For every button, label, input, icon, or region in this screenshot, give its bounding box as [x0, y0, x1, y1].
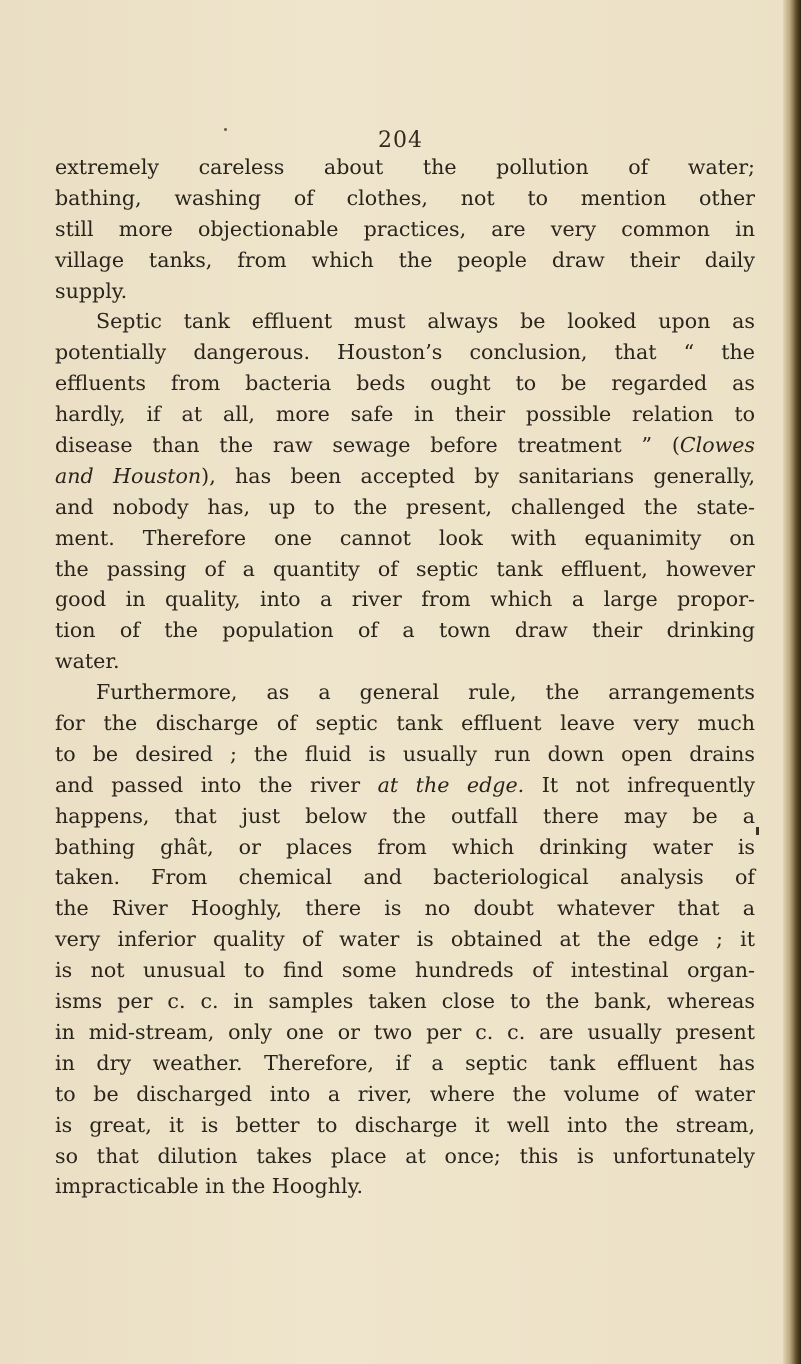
text-line: supply. — [55, 278, 128, 303]
text-line: still more objectionable practices, are very common in — [55, 216, 755, 241]
text-line: and Houston), has been accepted by sanitarians generally, — [55, 463, 755, 488]
text-line: happens, that just below the outfall there may be a — [55, 803, 755, 828]
text-line: the passing of a quantity of septic tank effluent, however — [55, 556, 755, 581]
text-line: very inferior quality of water is obtained at the edge ; it — [55, 927, 755, 952]
text-line: for the discharge of septic tank effluent leave very much — [55, 711, 755, 736]
body-text — [55, 152, 755, 1202]
text-line: good in quality, into a river from which a large propor- — [55, 587, 755, 612]
text-line: extremely careless about the pollution of water; — [55, 155, 755, 179]
text-line: to be discharged into a river, where the volume of water — [55, 1081, 755, 1106]
text-line: effluents from bacteria beds ought to be regarded as — [55, 371, 755, 396]
text-line: is not unusual to find some hundreds of intestinal organ- — [55, 958, 755, 983]
text-line: bathing, washing of clothes, not to mention other — [55, 185, 755, 210]
text-line: water. — [55, 649, 120, 674]
text-line: so that dilution takes place at once; this is unfortunately — [55, 1143, 755, 1168]
text-line: is great, it is better to discharge it well into the stream, — [55, 1112, 755, 1137]
text-line: Septic tank effluent must always be looked upon as — [96, 309, 755, 334]
text-line: in dry weather. Therefore, if a septic tank effluent has — [55, 1050, 755, 1075]
text-line: and nobody has, up to the present, challenged the state- — [55, 494, 755, 519]
text-line: isms per c. c. in samples taken close to the bank, whereas — [55, 989, 755, 1014]
text-line: impracticable in the Hooghly. — [55, 1174, 364, 1199]
text-line: disease than the raw sewage before treatment ” (Clowes — [55, 433, 755, 458]
text-line: taken. From chemical and bacteriological analysis of — [55, 865, 755, 890]
text-line: to be desired ; the fluid is usually run down open drains — [55, 741, 755, 766]
text-line: hardly, if at all, more safe in their possible relation to — [55, 402, 755, 427]
text-line: Furthermore, as a general rule, the arrangements — [96, 680, 755, 705]
binding-edge — [783, 0, 801, 1364]
text-line: bathing ghât, or places from which drinking water is — [55, 834, 755, 859]
text-line: ment. Therefore one cannot look with equanimity on — [55, 525, 755, 550]
text-line: the River Hooghly, there is no doubt whatever that a — [55, 896, 755, 921]
page-number: 204 — [378, 128, 423, 153]
text-line: in mid-stream, only one or two per c. c. are usually present — [55, 1019, 755, 1044]
text-line: tion of the population of a town draw their drinking — [55, 618, 755, 643]
text-line: village tanks, from which the people draw their daily — [55, 247, 755, 272]
ink-fleck — [756, 827, 759, 835]
text-line: and passed into the river at the edge. It not infrequently — [55, 772, 755, 797]
text-line: potentially dangerous. Houston’s conclusion, that “ the — [55, 340, 755, 365]
